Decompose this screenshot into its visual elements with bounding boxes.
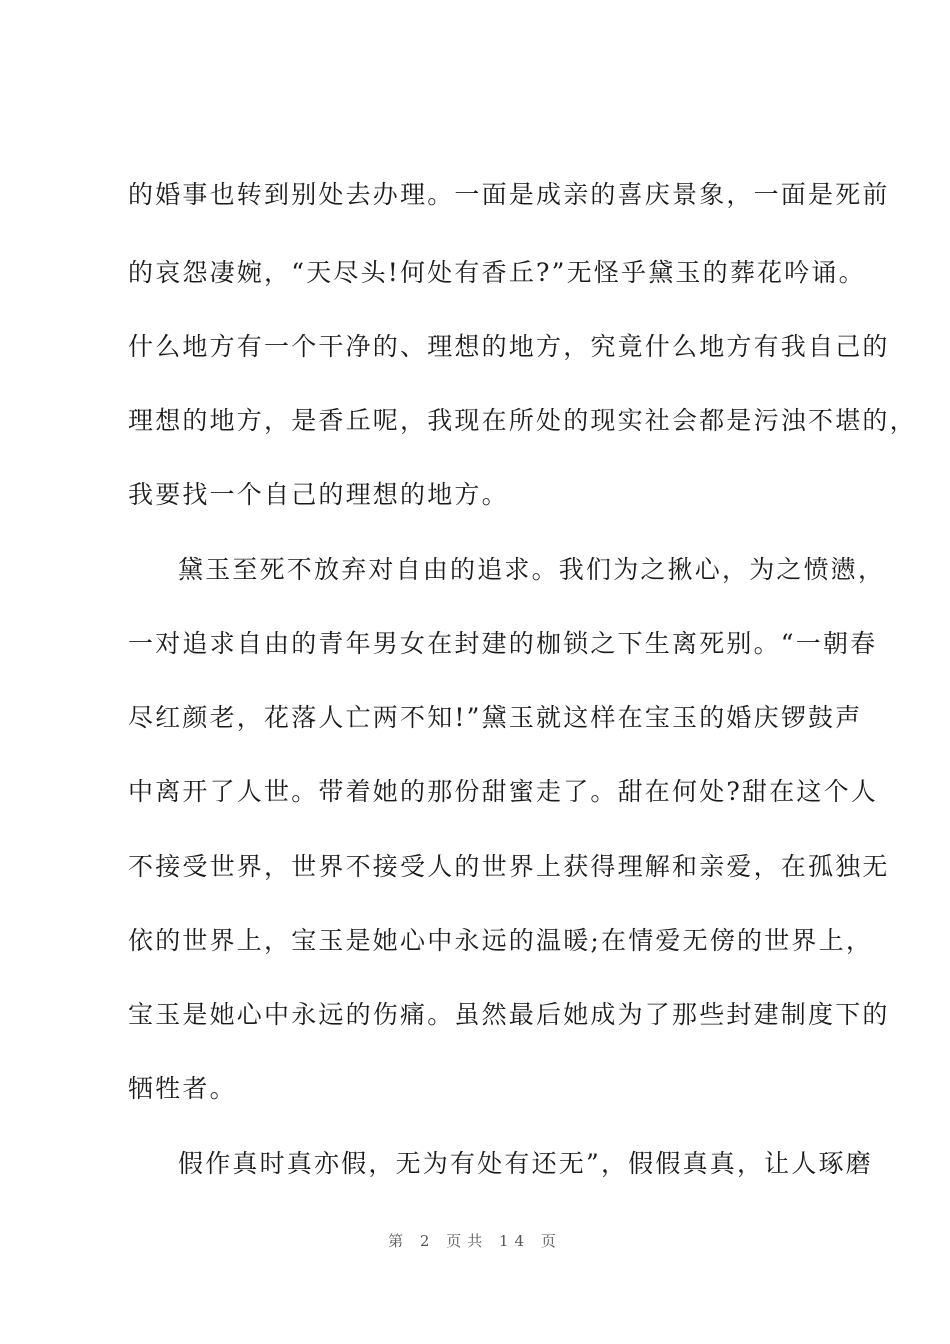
text-line: 宝玉是她心中永远的伤痛。虽然最后她成为了那些封建制度下的 (128, 1000, 890, 1029)
paragraph-start-line: 黛玉至死不放弃对自由的追求。我们为之揪心，为之愤懑， (178, 555, 886, 584)
text-line: 尽红颜老，花落人亡两不知!”黛玉就这样在宝玉的婚庆锣鼓声 (128, 703, 863, 732)
text-line: 不接受世界，世界不接受人的世界上获得理解和亲爱，在孤独无 (128, 852, 890, 881)
text-line: 的婚事也转到别处去办理。一面是成亲的喜庆景象，一面是死前 (128, 180, 890, 209)
text-line: 理想的地方，是香丘呢，我现在所处的现实社会都是污浊不堪的， (128, 406, 917, 435)
text-line: 中离开了人世。带着她的那份甜蜜走了。甜在何处?甜在这个人 (128, 777, 879, 806)
text-line: 我要找一个自己的理想的地方。 (128, 480, 509, 509)
paragraph-start-line: 假作真时真亦假，无为有处有还无”，假假真真，让人琢磨 (178, 1149, 873, 1178)
text-line: 一对追求自由的青年男女在封建的枷锁之下生离死别。“一朝春 (128, 629, 878, 658)
text-line: 牺牲者。 (128, 1074, 237, 1103)
text-line: 什么地方有一个干净的、理想的地方，究竟什么地方有我自己的 (128, 332, 890, 361)
text-line: 的哀怨凄婉，“天尽头!何处有香丘?”无怪乎黛玉的葬花吟诵。 (128, 258, 866, 287)
page-number-footer: 第 2 页共 14 页 (388, 1232, 562, 1250)
text-line: 依的世界上，宝玉是她心中永远的温暖;在情爱无傍的世界上， (128, 926, 874, 955)
